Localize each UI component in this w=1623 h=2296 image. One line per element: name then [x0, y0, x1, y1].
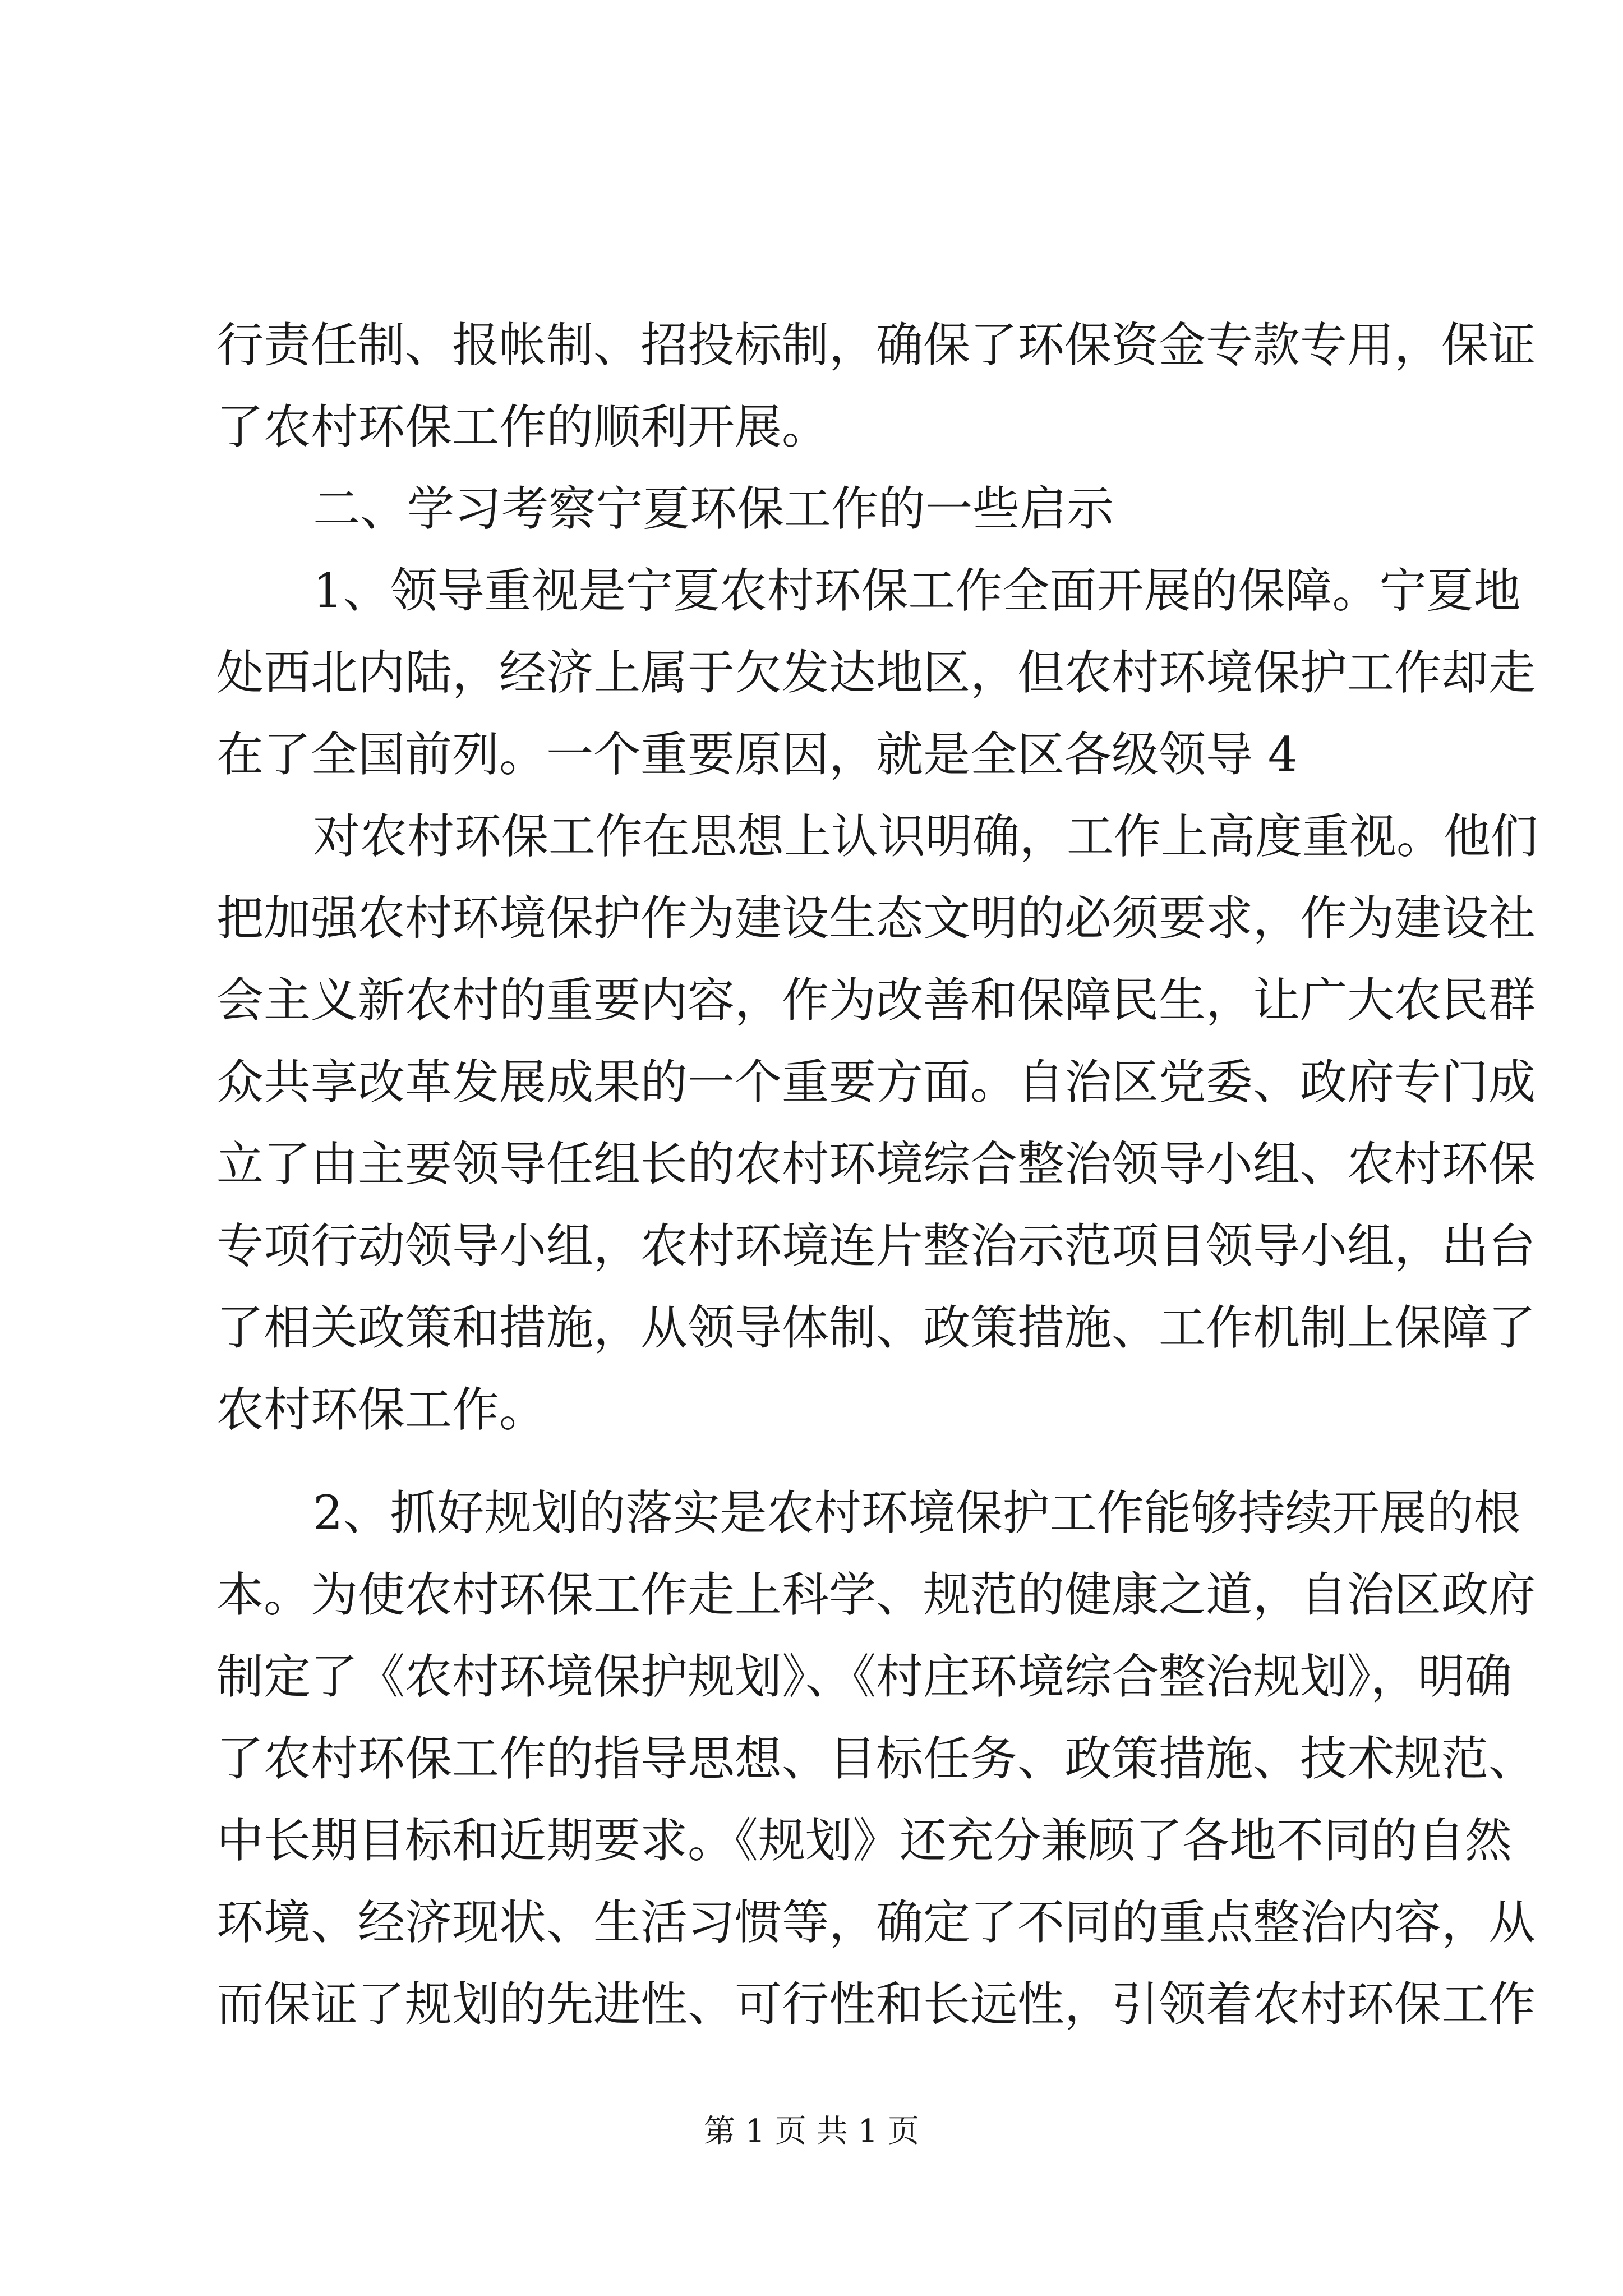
- text-line: 1、领导重视是宁夏农村环保工作全面开展的保障。宁夏地: [313, 563, 1521, 618]
- text-line: 2、抓好规划的落实是农村环境保护工作能够持续开展的根: [313, 1485, 1521, 1540]
- paragraph: [216, 550, 1536, 795]
- text-line: 制定了《农村环境保护规划》、《村庄环境综合整治规划》，明确: [216, 1649, 1513, 1704]
- text-line: 会主义新农村的重要内容，作为改善和保障民生，让广大农民群: [216, 973, 1536, 1028]
- text-line: 二、学习考察宁夏环保工作的一些启示: [313, 481, 1114, 536]
- text-line: 众共享改革发展成果的一个重要方面。自治区党委、政府专门成: [216, 1055, 1536, 1110]
- page-number-label: 第 1 页 共 1 页: [703, 2113, 920, 2150]
- text-line: 处西北内陆，经济上属于欠发达地区，但农村环境保护工作却走: [216, 645, 1536, 700]
- text-line: 专项行动领导小组，农村环境连片整治示范项目领导小组，出台: [216, 1218, 1536, 1273]
- text-line: 对农村环保工作在思想上认识明确，工作上高度重视。他们: [313, 809, 1538, 864]
- text-line: 在了全国前列。一个重要原因，就是全区各级领导 4: [216, 727, 1298, 782]
- paragraph: [216, 795, 1538, 1451]
- text-line: 而保证了规划的先进性、可行性和长远性，引领着农村环保工作: [216, 1977, 1536, 2032]
- text-line: 立了由主要领导任组长的农村环境综合整治领导小组、农村环保: [216, 1137, 1536, 1191]
- text-line: 农村环保工作。: [216, 1382, 547, 1437]
- text-line: 本。为使农村环保工作走上科学、规范的健康之道，自治区政府: [216, 1567, 1536, 1622]
- paragraph: [216, 1472, 1536, 2045]
- paragraph: [216, 304, 1536, 468]
- text-line: 中长期目标和近期要求。《规划》还充分兼顾了各地不同的自然: [216, 1813, 1513, 1868]
- text-line: 环境、经济现状、生活习惯等，确定了不同的重点整治内容，从: [216, 1895, 1536, 1950]
- text-line: 了相关政策和措施，从领导体制、政策措施、工作机制上保障了: [216, 1300, 1536, 1355]
- text-line: 了农村环保工作的指导思想、目标任务、政策措施、技术规范、: [216, 1731, 1536, 1786]
- text-line: 把加强农村环境保护作为建设生态文明的必须要求，作为建设社: [216, 891, 1536, 946]
- page-footer: [0, 2109, 1623, 2154]
- text-line: 了农村环保工作的顺利开展。: [216, 399, 829, 454]
- paragraph: [216, 468, 1411, 550]
- text-line: 行责任制、报帐制、招投标制，确保了环保资金专款专用，保证: [216, 318, 1536, 372]
- document-body: [216, 304, 1538, 2045]
